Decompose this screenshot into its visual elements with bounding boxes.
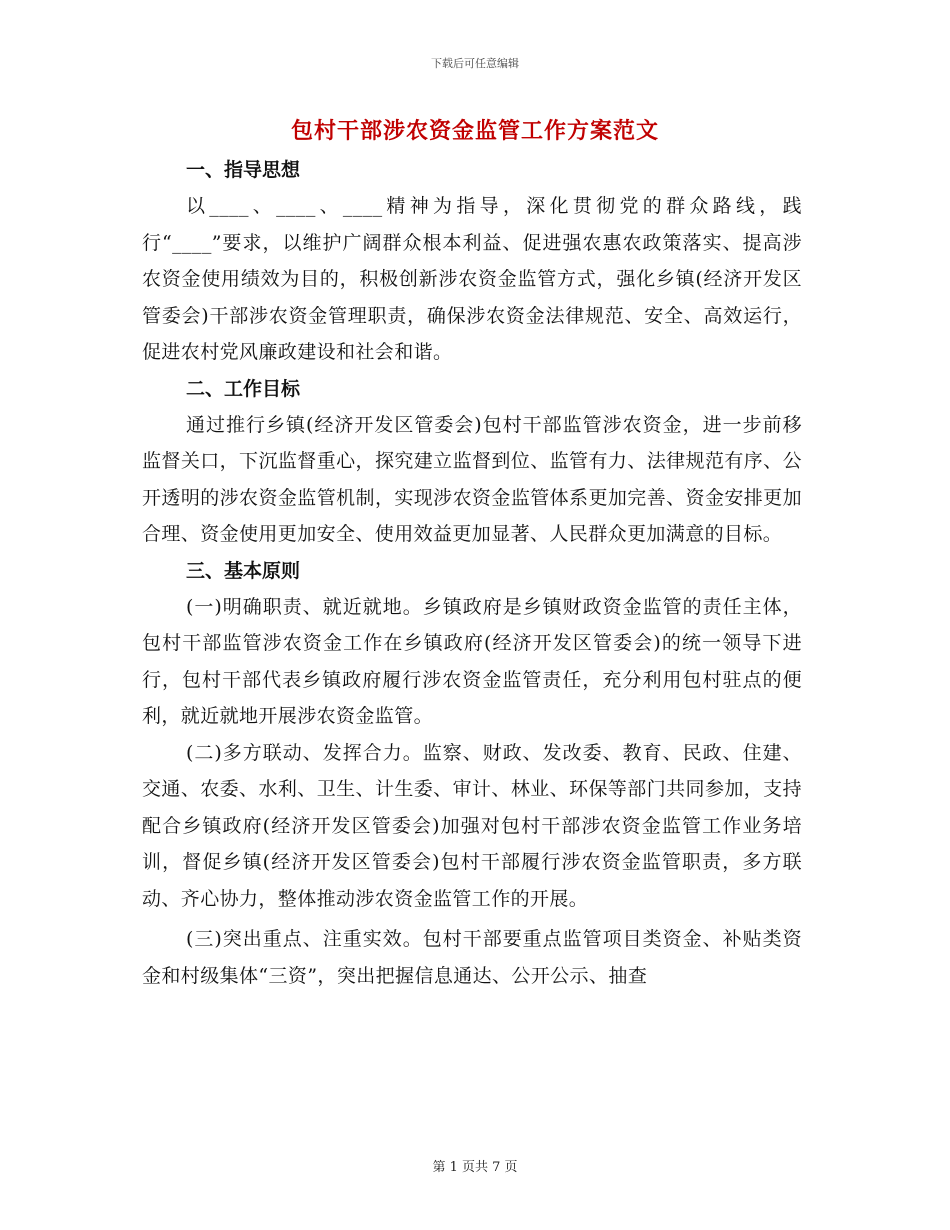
page-footer: 第 1 页共 7 页 (432, 1160, 518, 1175)
principle-1-paragraph: (一)明确职责、就近就地。乡镇政府是乡镇财政资金监管的责任主体，包村干部监管涉农资金工作在乡镇政府(经济开发区管委会)的统一领导下进行，包村干部代表乡镇政府履行涉农资金监管责任，充分利用包村驻点的便利，就近就地开展涉农资金监管。 (142, 595, 802, 727)
document-body (142, 152, 802, 994)
section-1-paragraph: 以____、____、____精神为指导，深化贯彻党的群众路线，践行“____”要求，以维护广阔群众根本利益、促进强农惠农政策落实、提高涉农资金使用绩效为目的，积极创新涉农资金监管方式，强化乡镇(经济开发区管委会)干部涉农资金管理职责，确保涉农资金法律规范、安全、高效运行，促进农村党风廉政建设和社会和谐。 (142, 195, 802, 363)
header-note: 下载后可任意编辑 (431, 57, 519, 70)
principle-3-paragraph: (三)突出重点、注重实效。包村干部要重点监管项目类资金、补贴类资金和村级集体“三资”，突出把握信息通达、公开公示、抽查 (142, 928, 802, 987)
document-title: 包村干部涉农资金监管工作方案范文 (290, 119, 659, 144)
principle-2-paragraph: (二)多方联动、发挥合力。监察、财政、发改委、教育、民政、住建、交通、农委、水利、卫生、计生委、审计、林业、环保等部门共同参加，支持配合乡镇政府(经济开发区管委会)加强对包村干部涉农资金监管工作业务培训，督促乡镇(经济开发区管委会)包村干部履行涉农资金监管职责，多方联动、齐心协力，整体推动涉农资金监管工作的开展。 (142, 741, 802, 910)
section-heading-1: 一、指导思想 (186, 159, 301, 181)
section-2-paragraph: 通过推行乡镇(经济开发区管委会)包村干部监管涉农资金，进一步前移监督关口，下沉监督重心，探究建立监督到位、监管有力、法律规范有序、公开透明的涉农资金监管机制，实现涉农资金监管体系更加完善、资金安排更加合理、资金使用更加安全、使用效益更加显著、人民群众更加满意的目标。 (142, 413, 802, 545)
section-heading-3: 三、基本原则 (186, 559, 301, 582)
section-heading-2: 二、工作目标 (186, 377, 301, 400)
